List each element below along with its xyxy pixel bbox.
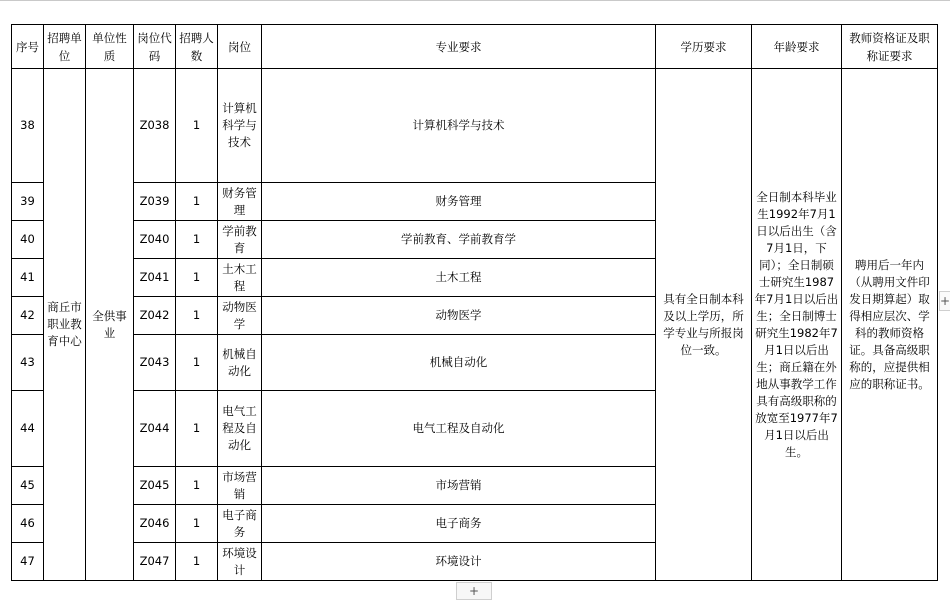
cell-count: 1	[176, 335, 218, 391]
cell-count: 1	[176, 391, 218, 467]
cell-seq: 46	[12, 505, 44, 543]
cell-major: 土木工程	[262, 259, 656, 297]
table-row	[12, 69, 938, 183]
cell-code: Z041	[134, 259, 176, 297]
cell-count: 1	[176, 69, 218, 183]
cell-major: 电气工程及自动化	[262, 391, 656, 467]
page-top-border	[0, 0, 950, 1]
cell-major: 计算机科学与技术	[262, 69, 656, 183]
cell-position: 机械自动化	[218, 335, 262, 391]
cell-seq: 42	[12, 297, 44, 335]
cell-major: 环境设计	[262, 543, 656, 581]
cell-code: Z040	[134, 221, 176, 259]
cell-code: Z045	[134, 467, 176, 505]
cell-position: 市场营销	[218, 467, 262, 505]
cell-code: Z042	[134, 297, 176, 335]
cell-position: 动物医学	[218, 297, 262, 335]
cell-code: Z038	[134, 69, 176, 183]
header-position: 岗位	[218, 25, 262, 69]
cell-position: 计算机科学与技术	[218, 69, 262, 183]
cell-education: 具有全日制本科及以上学历，所学专业与所报岗位一致。	[656, 69, 752, 581]
cell-code: Z043	[134, 335, 176, 391]
cell-seq: 47	[12, 543, 44, 581]
cell-count: 1	[176, 543, 218, 581]
header-count: 招聘人数	[176, 25, 218, 69]
header-certificate: 教师资格证及职称证要求	[842, 25, 938, 69]
header-seq: 序号	[12, 25, 44, 69]
cell-count: 1	[176, 467, 218, 505]
cell-major: 学前教育、学前教育学	[262, 221, 656, 259]
add-column-icon[interactable]: +	[939, 291, 950, 311]
cell-position: 电子商务	[218, 505, 262, 543]
header-major: 专业要求	[262, 25, 656, 69]
cell-code: Z044	[134, 391, 176, 467]
cell-seq: 44	[12, 391, 44, 467]
cell-seq: 38	[12, 69, 44, 183]
cell-unit-nature: 全供事业	[86, 69, 134, 581]
header-nature: 单位性质	[86, 25, 134, 69]
header-unit: 招聘单位	[44, 25, 86, 69]
cell-major: 市场营销	[262, 467, 656, 505]
cell-certificate: 聘用后一年内（从聘用文件印发日期算起）取得相应层次、学科的教师资格证。具备高级职称的，应提供相应的职称证书。	[842, 69, 938, 581]
cell-major: 电子商务	[262, 505, 656, 543]
cell-code: Z039	[134, 183, 176, 221]
header-education: 学历要求	[656, 25, 752, 69]
cell-position: 电气工程及自动化	[218, 391, 262, 467]
cell-count: 1	[176, 259, 218, 297]
cell-count: 1	[176, 505, 218, 543]
header-age: 年龄要求	[752, 25, 842, 69]
cell-seq: 43	[12, 335, 44, 391]
cell-seq: 41	[12, 259, 44, 297]
cell-age: 全日制本科毕业生1992年7月1日以后出生（含7月1日，下同）；全日制硕士研究生1987年7月1日以后出生；全日制博士研究生1982年7月1日以后出生；商丘籍在外地从事教学工作具有高级职称的放宽至1977年7月1日以后出生。	[752, 69, 842, 581]
cell-code: Z047	[134, 543, 176, 581]
cell-position: 学前教育	[218, 221, 262, 259]
cell-position: 环境设计	[218, 543, 262, 581]
cell-code: Z046	[134, 505, 176, 543]
cell-unit-name: 商丘市职业教育中心	[44, 69, 86, 581]
recruitment-table	[11, 24, 938, 581]
header-row	[12, 25, 938, 69]
cell-count: 1	[176, 297, 218, 335]
cell-major: 机械自动化	[262, 335, 656, 391]
cell-count: 1	[176, 183, 218, 221]
cell-position: 土木工程	[218, 259, 262, 297]
header-code: 岗位代码	[134, 25, 176, 69]
cell-seq: 39	[12, 183, 44, 221]
add-row-icon[interactable]: +	[456, 582, 492, 600]
cell-position: 财务管理	[218, 183, 262, 221]
cell-seq: 45	[12, 467, 44, 505]
cell-major: 财务管理	[262, 183, 656, 221]
cell-count: 1	[176, 221, 218, 259]
cell-seq: 40	[12, 221, 44, 259]
cell-major: 动物医学	[262, 297, 656, 335]
